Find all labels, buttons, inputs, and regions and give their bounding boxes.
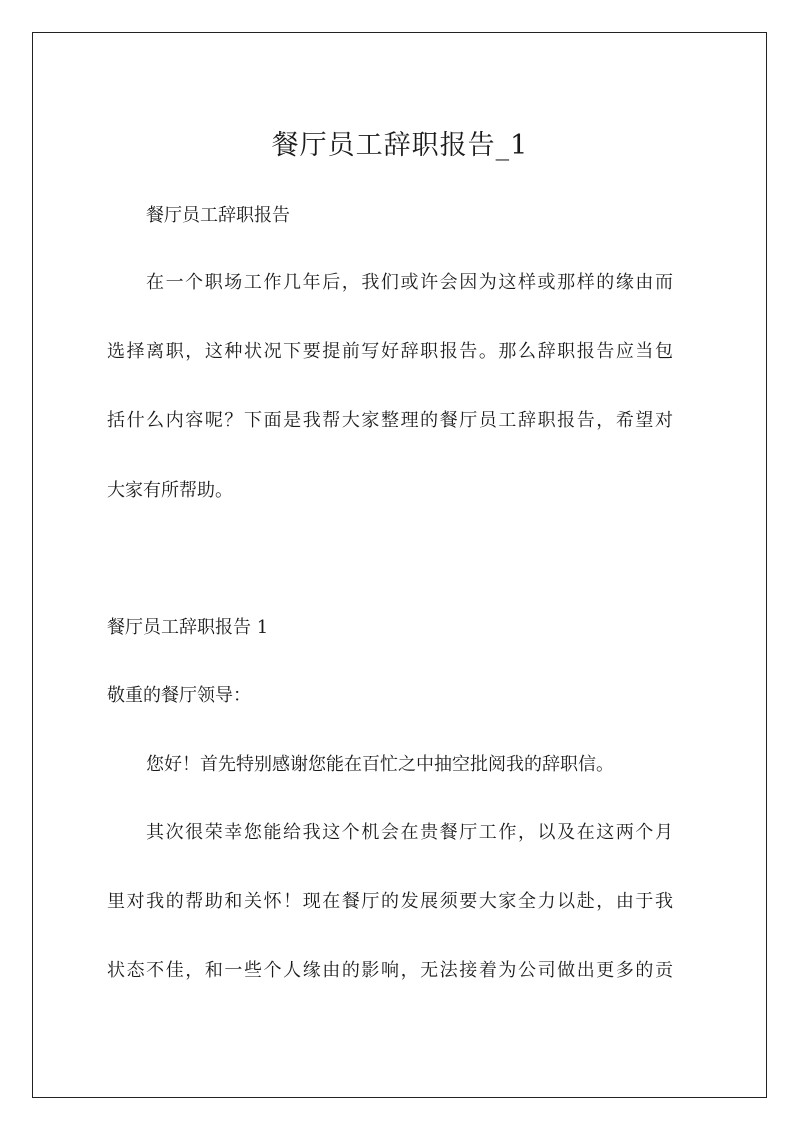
intro-line-1: 在一个职场工作几年后，我们或许会因为这样或那样的缘由而 — [146, 272, 673, 293]
page-border — [32, 32, 767, 1098]
salutation: 敬重的餐厅领导： — [107, 685, 251, 706]
intro-line-3: 括什么内容呢？下面是我帮大家整理的餐厅员工辞职报告，希望对 — [107, 410, 673, 431]
document-title: 餐厅员工辞职报告_1 — [271, 130, 529, 161]
greeting-line: 您好！首先特别感谢您能在百忙之中抽空批阅我的辞职信。 — [146, 754, 614, 775]
intro-line-4: 大家有所帮助。 — [107, 480, 233, 501]
body-line-3: 状态不佳，和一些个人缘由的影响，无法接着为公司做出更多的贡 — [107, 960, 673, 981]
intro-line-2: 选择离职，这种状况下要提前写好辞职报告。那么辞职报告应当包 — [107, 341, 673, 362]
section-heading: 餐厅员工辞职报告 1 — [107, 617, 269, 638]
body-line-2: 里对我的帮助和关怀！现在餐厅的发展须要大家全力以赴，由于我 — [107, 891, 673, 912]
body-line-1: 其次很荣幸您能给我这个机会在贵餐厅工作，以及在这两个月 — [146, 822, 673, 843]
document-subtitle: 餐厅员工辞职报告 — [146, 205, 290, 226]
